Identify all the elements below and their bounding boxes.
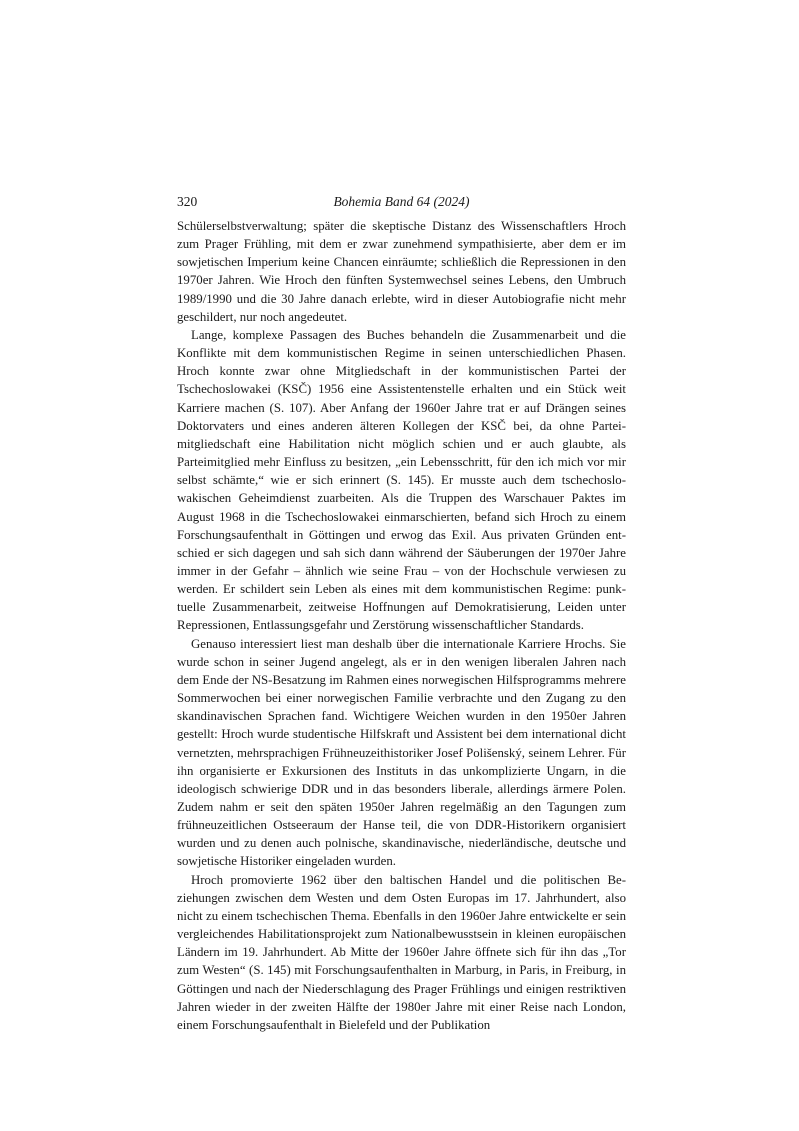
paragraph-4: Hroch promovierte 1962 über den baltischen Handel und die politischen Beziehungen zwischen dem Westen und dem Osten Europas im 17. Jahrhundert, also nicht zu einem tschechischen Thema. Ebenfalls in den 1960er Jahre entwickelte er sein vergleichendes Habilitationsprojekt zum Nationalbewusstsein in kleinen europäischen Ländern im 19. Jahrhundert. Ab Mitte der 1960er Jahre öffnete sich für ihn das „Tor zum Westen“ (S. 145) mit Forschungsaufenthalten in Marburg, in Paris, in Freiburg, in Göttingen und nach der Niederschlagung des Prager Frühlings und einigen restriktiven Jahren wieder in der zweiten Hälfte der 1980er Jahre mit einer Reise nach London, einem Forschungsaufenthalt in Bielefeld und der Publikation: [177, 872, 626, 1032]
running-head: [177, 190, 626, 214]
page-number: 320: [177, 194, 198, 209]
journal-title: Bohemia Band 64 (2024): [333, 194, 470, 209]
paragraph-3: Genauso interessiert liest man deshalb über die internationale Karriere Hrochs. Sie wurde schon in seiner Jugend angelegt, als er in den wenigen liberalen Jahren nach dem Ende der NS-Besatzung im Rahmen eines norwegischen Hilfsprogramms mehrere Sommerwochen bei einer norwegischen Familie verbrachte und den Zugang zu den skandinavischen Sprachen fand. Wichtigere Weichen wurden in den 1950er Jahren gestellt: Hroch wurde studentische Hilfskraft und Assistent bei dem international dicht vernetzten, mehrsprachigen Frühneuzeithistoriker Josef Polišenský, seinem Lehrer. Für ihn organisierte er Exkursionen des Instituts in das unkomplizierte Ungarn, in die ideologisch schwierige DDR und in das besonders liberale, allerdings ärmere Polen. Zudem nahm er seit den späten 1950er Jahren regelmäßig an den Tagungen zum frühneuzeitlichen Ostseeraum der Hanse teil, die von DDR-Historikern organisiert wurden und zu denen auch polnische, skandinavische, niederländische, deutsche und sowjetische Historiker eingeladen wurden.: [177, 636, 626, 869]
body-text: [177, 217, 626, 1034]
paragraph-1: Schülerselbstverwaltung; später die skeptische Distanz des Wissenschaftlers Hroch zum Prager Frühling, mit dem er zwar zunehmend sympathisierte, aber dem er im sowjetischen Imperium keine Chancen einräumte; schließlich die Repressionen in den 1970er Jahren. Wie Hroch den fünften Systemwechsel seines Lebens, den Umbruch 1989/1990 und die 30 Jahre danach erlebte, wird in dieser Autobiografie nicht mehr geschildert, nur noch angedeutet.: [177, 219, 626, 324]
paragraph-2: Lange, komplexe Passagen des Buches behandeln die Zusammenarbeit und die Konflikte mit dem kommunistischen Regime in seinen unterschiedlichen Phasen. Hroch konnte zwar ohne Mitgliedschaft in der kommunistischen Partei der Tschechoslowakei (KSČ) 1956 eine Assistentenstelle erhalten und ein Stück weit Karriere machen (S. 107). Aber Anfang der 1960er Jahre trat er auf Drängen seines Doktorvaters und eines anderen älteren Kollegen der KSČ bei, da ohne Parteimitgliedschaft eine Habilitation nicht möglich schien und er auch glaubte, als Parteimitglied mehr Einfluss zu besitzen, „ein Lebensschritt, für den ich mich vor mir selbst schämte,“ wie er sich erinnert (S. 145). Er musste auch dem tschechoslowakischen Geheimdienst zuarbeiten. Als die Truppen des Warschauer Paktes im August 1968 in die Tschechoslowakei einmarschierten, befand sich Hroch zu einem Forschungsaufenthalt in Göttingen und erwog das Exil. Aus privaten Gründen entschied er sich dagegen und sah sich dann während der Säuberungen der 1970er Jahre immer in der Gefahr – ähnlich wie seine Frau – von der Hochschule verwiesen zu werden. Er schildert sein Leben als eines mit dem kommunistischen Regime: punktuelle Zusammenarbeit, zeitweise Hoffnungen auf Demokratisierung, Leiden unter Repressionen, Entlassungsgefahr und Zerstörung wissenschaftlicher Standards.: [177, 327, 626, 633]
page: [177, 190, 626, 1034]
